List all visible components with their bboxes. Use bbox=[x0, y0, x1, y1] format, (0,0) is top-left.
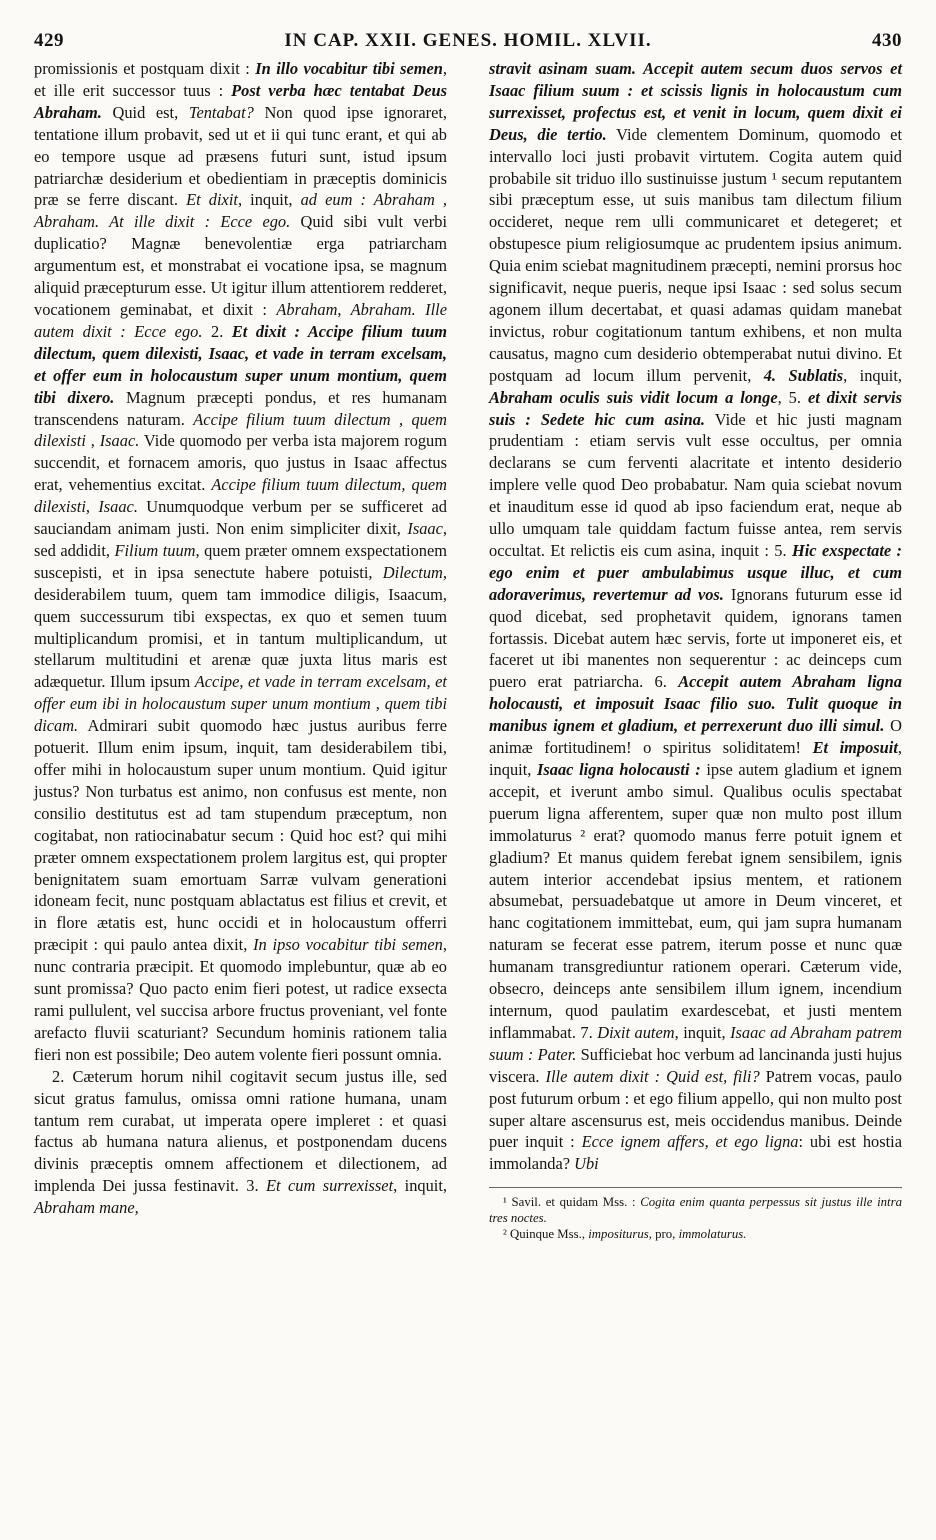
italic-run: impositurus bbox=[588, 1227, 649, 1242]
text-run: Patrem vocas, paulo post futurum orbum : et ego filium appello, qui non multo post super altare ascensurus est, meis occidendus manibus. Deinde puer inquit : bbox=[489, 1066, 902, 1152]
text-run: , desiderabilem tuum, quem tam immodice diligis, Isaacum, quem successurum tibi exspectas, ex quo et semen tuum multiplicandum promisi, et in tantum multiplicandum, ut stellarum multitudini et arenæ quæ juxta litus maris est adæquetur. Illum ipsum bbox=[34, 562, 447, 692]
left-page-number: 429 bbox=[34, 30, 64, 51]
italic-run: Et dixit bbox=[186, 190, 238, 210]
text-run: 2. bbox=[202, 321, 232, 341]
italic-run: Accipe, et vade in terram excelsam, et offer eum ibi in holocaustum super unum montium , quem tibi dicam. bbox=[34, 672, 447, 736]
italic-run: immolaturus. bbox=[678, 1227, 747, 1242]
italic-run: Et dixit : Accipe filium tuum dilectum, quem dilexisti, Isaac, et vade in terram excelsam, et offer eum in holocaustum super unum montium, quem tibi dixero. bbox=[34, 321, 447, 407]
text-run: , inquit, bbox=[393, 1176, 448, 1196]
italic-run: Accipe filium tuum dilectum , quem dilexisti , Isaac. bbox=[34, 409, 447, 451]
text-run: Vide quomodo per verba ista majorem rogum succendit, et fornacem amoris, quo justus in Isaac affectus erat, vehementius excitat. bbox=[34, 431, 447, 495]
italic-run: Abraham mane, bbox=[34, 1198, 139, 1218]
footnotes bbox=[489, 1187, 902, 1242]
text-run: Quid sibi vult verbi duplicatio? Magnæ benevolentiæ erga patriarcham argumentum est, et monstrabat ei vocatione ipsa, se magnum aliquid præcepturum esse. Ut igitur illum attentiorem redderet, vocationem geminabat, et dixit : bbox=[34, 212, 447, 319]
text-run: ¹ bbox=[771, 168, 777, 188]
paragraph bbox=[489, 1194, 902, 1226]
paragraph bbox=[489, 1226, 902, 1242]
left-column bbox=[34, 58, 447, 1242]
text-run: ² bbox=[580, 825, 586, 845]
text-run: Admirari subit quomodo hæc justus auribus ferre potuerit. Illum enim ipsum, inquit, tam desiderabilem tibi, offer mihi in holocaustum super unum montium. Quid igitur justus? Non turbatus est animo, non confusus est mente, non consilio destitutus est ad tam stupendum præceptum, non cogitabat, non ratiocinabatur secum : Quid hoc est? qui mihi præter omnem exspectationem prolem largitus est, qui propter benignitatem suam emortuam Sarræ vulvam generationi idoneam fecit, nunc postquam ablactatus est filius et crevit, et in flore ætatis est, hunc occidi et in holocaustum offerri præcipit : qui paulo antea dixit, bbox=[34, 716, 447, 955]
italic-run: In ipso vocabitur tibi semen bbox=[253, 935, 443, 955]
text-run: , inquit, bbox=[674, 1022, 731, 1042]
italic-run: Isaac ad Abraham patrem suum : Pater. bbox=[489, 1022, 903, 1064]
italic-run: Cogita enim quanta perpessus sit justus ille intra tres noctes. bbox=[489, 1195, 902, 1226]
text-run: , sed addidit, bbox=[34, 519, 447, 560]
text-run: Non quod ipse ignoraret, tentatione illum probavit, sed ut et ii qui tunc erant, et qui ab eo tempore usque ad præsens futuri sunt, istud ipsum patriarchæ desiderium et obedientiam in præceptis dominicis præ se ferre discant. bbox=[34, 102, 447, 210]
text-run: Sufficiebat hoc verbum ad lancinanda justi hujus viscera. bbox=[489, 1044, 902, 1086]
text-run: 2. Cæterum horum nihil cogitavit secum justus ille, sed sicut gratus famulus, omissa omni ratione humana, unam tantum rem curabat, ut imperata opere impleret : et quasi factus ab humana natura alienus, et postponendam ducens divinis præceptis omnem affectionem et dilectionem, ad implenda Dei jussa festinavit. 3. bbox=[34, 1066, 447, 1196]
running-title: IN CAP. XXII. GENES. HOMIL. XLVII. bbox=[284, 30, 652, 51]
text-run: ² Quinque Mss., bbox=[503, 1227, 589, 1242]
text-run: , inquit, bbox=[489, 738, 902, 779]
text-run: Vide et hic justi magnam prudentiam : etiam servis vult esse occultus, per omnia declarans se cum ferventi alacritate et intento desiderio implere velle quod Deo probabatur. Nam quia sciebat novum et inauditum esse id quod ab ipso faciendum erat, neque ab ullo umquam tale quiddam factum fuisse antea, rem servis occultat. Et relictis eis cum asina, inquit : 5. bbox=[489, 409, 902, 560]
text-run: promissionis et postquam dixit : bbox=[34, 59, 256, 78]
text-run: , pro, bbox=[648, 1227, 679, 1242]
text-run: , et ille erit successor tuus : bbox=[34, 59, 447, 100]
italic-run: Ubi bbox=[574, 1154, 599, 1174]
italic-run: ad eum : Abraham , Abraham. At ille dixit : Ecce ego. bbox=[34, 190, 448, 232]
text-run: ipse autem gladium et ignem accepit, et iverunt ambo simul. Qualibus oculis spectabat puerum ligna afferentem, super quæ non multo post illum immolaturus bbox=[489, 760, 902, 845]
italic-run: stravit asinam suam. Accepit autem secum duos servos et Isaac filium suum : et scissis lignis in holocaustum cum surrexisset, profectus est, et venit in locum, quem dixit ei Deus, die tertio. bbox=[489, 59, 902, 144]
text-run: , 5. bbox=[777, 387, 808, 407]
text-run: , inquit, bbox=[843, 365, 902, 385]
italic-run: Dilectum bbox=[382, 562, 443, 582]
paragraph bbox=[489, 58, 902, 1175]
italic-run: Abraham, Abraham. Ille autem dixit : Ecce ego. bbox=[34, 299, 447, 341]
text-run: : ubi est hostia immolanda? bbox=[489, 1132, 902, 1174]
italic-run: In illo vocabitur tibi semen bbox=[255, 59, 443, 78]
italic-run: Accepit autem Abraham ligna holocausti, et imposuit Isaac filio suo. Tulit quoque in manibus ignem et gladium, et perrexerunt duo illi simul. bbox=[489, 672, 902, 736]
italic-run: Post verba hæc tentabat Deus Abraham. bbox=[34, 80, 447, 122]
text-run: Ignorans futurum esse id quod dicebat, sed prophetavit quidem, ignorans tamen fortassis. Dicebat autem hæc servis, forte ut imponeret eis, et faceret ut ibi manentes non sequerentur : ac deinceps cum puero erat patriarcha. 6. bbox=[489, 584, 902, 692]
text-run: , quem præter omnem exspectationem suscepisti, et in ipsa senectute habere potuisti, bbox=[34, 540, 447, 582]
text-run: Unumquodque verbum per se sufficeret ad sauciandam animam justi. Non enim simpliciter dixit, bbox=[34, 497, 447, 539]
italic-run: Accipe filium tuum dilectum, quem dilexisti, Isaac. bbox=[34, 475, 447, 517]
italic-run: Ille autem dixit : Quid est, fili? bbox=[545, 1066, 760, 1086]
italic-run: Et cum surrexisset bbox=[265, 1176, 394, 1196]
italic-run: Isaac ligna holocausti : bbox=[537, 760, 701, 779]
text-run: erat? quomodo manus ferre potuit ignem et gladium? Et manus quidem ferebat ignem sensibilem, ignis autem interior accendebat ipsius mentem, et rationem absumebat, persuadebatque ut amore in Deum vinceret, et hanc cogitationem immittebat, eum, qui jam supra humanam naturam se fecerat esse patrem, iterum posse et nunc quæ humanam transgrediuntur rationem operari. Cæterum vide, obsecro, deinceps ante sensibilem illum ignem, incendium internum, quod paulatim exardescebat, et justi mentem inflammabat. 7. bbox=[489, 825, 902, 1042]
italic-run: Et imposuit bbox=[812, 738, 898, 758]
text-run: ¹ Savil. et quidam Mss. : bbox=[503, 1195, 641, 1210]
text-run: secum reputantem sibi præceptum esse, ut suis manibus tam dilectum filium occideret, neque rem ulli communicaret et detegeret; et obstupesce pium religiosumque ac prudentem ipsius animum. Quia enim sciebat magnitudinem præcepti, nemini prorsus hoc significavit, neque pueris, neque ipsi Isaac : sed solus secum agonem illum decertabat, et quasi adamas quidam manebat invictus, robur cogitationum tantum exhibens, et non multa causatus, magno cum desiderio obtemperabat nutui divino. Et postquam ad locum illum pervenit, bbox=[489, 168, 902, 385]
right-page-number: 430 bbox=[872, 30, 902, 51]
text-run: Magnum præcepti pondus, et res humanam transcendens naturam. bbox=[34, 387, 447, 429]
italic-run: Isaac bbox=[407, 519, 443, 539]
italic-run: Filium tuum bbox=[114, 540, 196, 560]
text-columns bbox=[34, 58, 902, 1242]
italic-run: Tentabat? bbox=[188, 102, 254, 122]
right-column-body bbox=[489, 58, 902, 1175]
italic-run: Dixit autem bbox=[597, 1022, 675, 1042]
italic-run: Hic exspectate : ego enim et puer ambulabimus usque illuc, et cum adoraverimus, revertemur ad vos. bbox=[489, 540, 902, 604]
italic-run: 4. Sublatis bbox=[763, 365, 844, 385]
right-column bbox=[489, 58, 902, 1242]
text-run: O animæ fortitudinem! o spiritus soliditatem! bbox=[489, 716, 902, 758]
italic-run: Ecce ignem affers, et ego ligna bbox=[581, 1132, 799, 1152]
paragraph bbox=[34, 1066, 447, 1219]
text-run: Vide clementem Dominum, quomodo et intervallo loci justi probavit virtutem. Cogita autem quid probabile sit triduo illo sustinuisse justum bbox=[489, 124, 903, 188]
paragraph bbox=[34, 58, 447, 1066]
running-header bbox=[34, 30, 902, 52]
italic-run: et dixit servis suis : Sedete hic cum asina. bbox=[489, 387, 902, 429]
text-run: Quid est, bbox=[101, 102, 189, 122]
italic-run: Abraham oculis suis vidit locum a longe bbox=[489, 387, 778, 407]
text-run: , inquit, bbox=[237, 190, 301, 210]
text-run: , nunc contraria præcipit. Et quomodo implebuntur, quæ ab eo sunt promissa? Quo pacto enim fieri potest, ut radice exsecta rami pullulent, vel succisa arbore fructus proveniant, vel fonte arefacto fluvii scaturiant? Secundum hominis rationem talia fieri non est possibile; Deo autem volente fieri possunt omnia. bbox=[34, 935, 447, 1064]
